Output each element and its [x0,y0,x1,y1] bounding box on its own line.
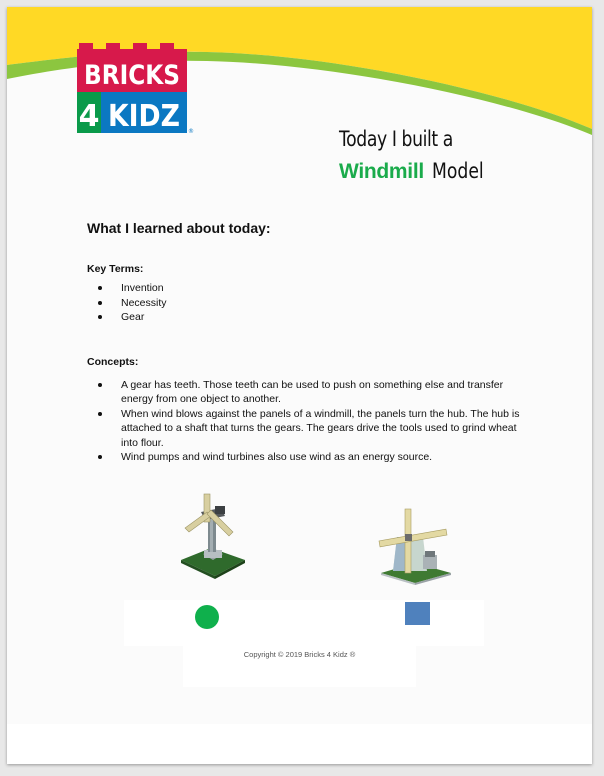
document-page [7,7,592,764]
page-bottom-margin [7,724,592,764]
copyright-text: Copyright © 2019 Bricks 4 Kidz ® [243,650,356,659]
key-terms-heading: Key Terms: [87,263,144,275]
green-circle-marker [195,605,219,629]
concepts-heading: Concepts: [87,355,139,368]
shape-marker-row [124,600,484,646]
key-term-item: Invention [87,281,527,296]
windmill-model-image-advanced [375,507,455,585]
learned-heading: What I learned about today: [87,220,271,236]
title-line-1: Today I built a [339,127,453,151]
blue-square-marker [405,602,430,625]
model-word: Model [432,159,485,183]
model-name: Windmill [339,160,424,183]
logo-text-4: 4 [78,99,100,134]
concepts-list [87,378,527,465]
title-line-2 [339,159,539,184]
logo-registered-mark: ® [188,128,194,135]
key-term-item: Necessity [87,296,527,311]
concept-item: Wind pumps and wind turbines also use wind as an energy source. [87,450,527,465]
footer [183,645,416,687]
title-block [339,127,539,184]
logo-text-bricks: BRICKS [84,60,180,91]
windmill-model-image-simple [177,492,249,588]
concept-item: When wind blows against the panels of a windmill, the panels turn the hub. The hub is attached to a shaft that turns the gears. The gears drive the tools used to grind wheat into flour. [87,407,527,451]
content-section [87,220,527,465]
bricks-4-kidz-logo [77,43,195,135]
key-term-item: Gear [87,310,527,325]
logo-text-kidz: KIDZ [108,99,180,134]
concept-item: A gear has teeth. Those teeth can be used to push on something else and transfer energy from one object to another. [87,378,527,407]
key-terms-list [87,281,527,325]
